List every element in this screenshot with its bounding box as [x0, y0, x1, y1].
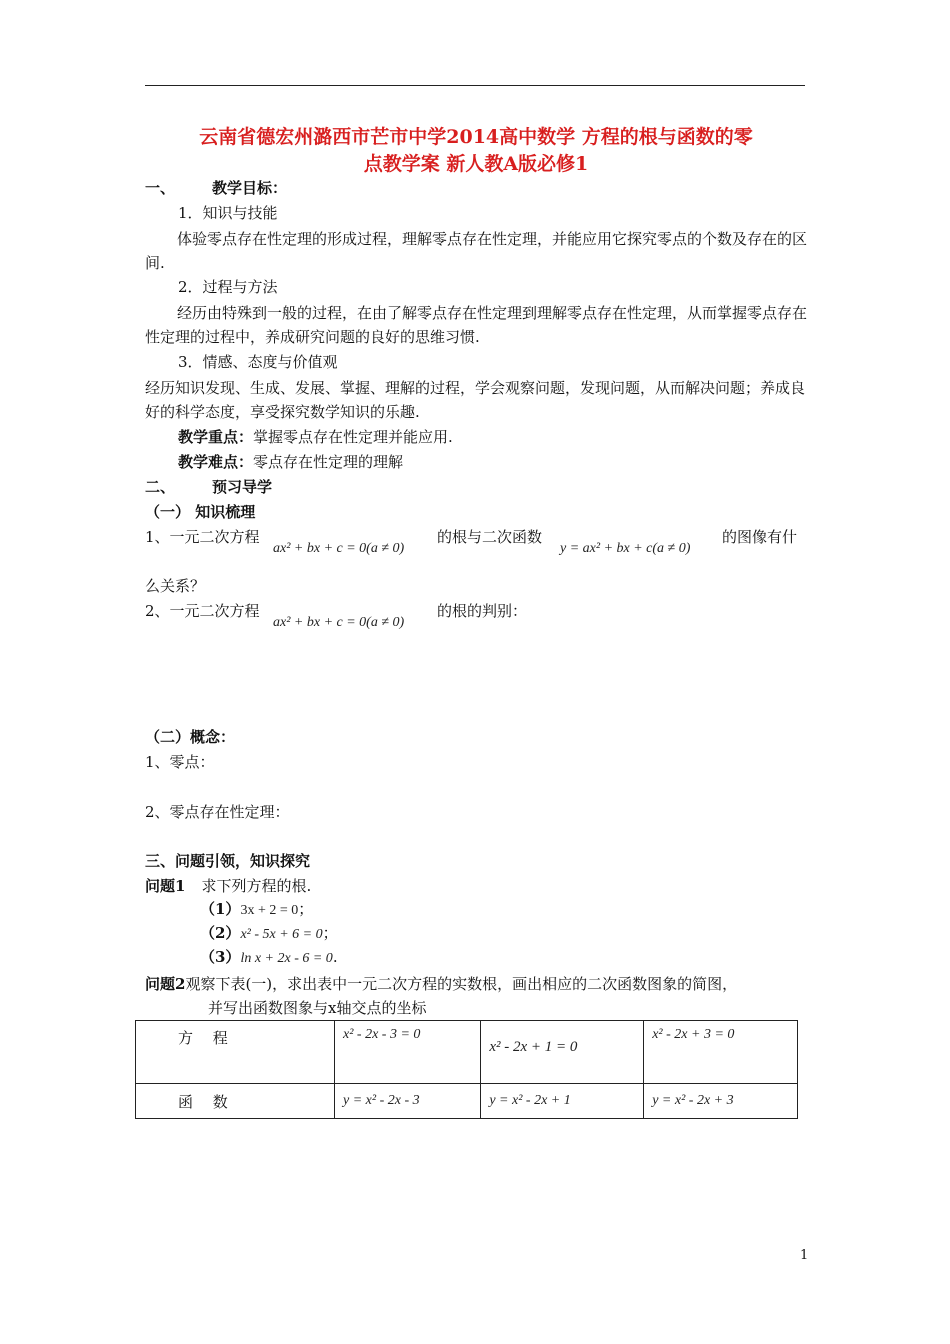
table-row: [136, 1021, 798, 1084]
section3-heading: 三、问题引领，知识探究: [145, 852, 311, 870]
goal2-heading: 2．过程与方法: [178, 278, 278, 296]
problem1: [145, 875, 311, 896]
header-rule: [145, 85, 805, 86]
table-head-function: 函 数: [136, 1084, 335, 1119]
table-head-equation: 方 程: [136, 1021, 335, 1084]
question2-equation: ax² + bx + c = 0(a ≠ 0): [273, 615, 405, 630]
table-cell-fn1: y = x² - 2x - 3: [335, 1084, 481, 1119]
problem2-label: 问题2: [145, 975, 186, 993]
difficult-point-text: 零点存在性定理的理解: [253, 453, 404, 471]
table-cell-fn3: y = x² - 2x + 3: [644, 1084, 798, 1119]
question1-function: y = ax² + bx + c(a ≠ 0): [560, 541, 691, 556]
item2-number: （2）: [200, 924, 241, 942]
problem1-item2: [200, 922, 338, 943]
table-cell-eq1: x² - 2x - 3 = 0: [335, 1021, 481, 1084]
goal1-heading: 1．知识与技能: [178, 204, 278, 222]
question2-prefix: 2、一元二次方程: [145, 602, 260, 620]
goal3-text: 经历知识发现、生成、发展、掌握、理解的过程，学会观察问题，发现问题，从而解决问题；养成良好的科学态度，享受探究数学知识的乐趣.: [145, 379, 806, 421]
subsection-knowledge: （一） 知识梳理: [145, 503, 256, 521]
table-row: [136, 1084, 798, 1119]
item2-end: ；: [322, 924, 338, 942]
item1-equation: 3x + 2 = 0: [240, 903, 299, 918]
question1-suffix: 的图像有什: [722, 528, 798, 546]
problem2-text-line2: 并写出函数图象与x轴交点的坐标: [208, 999, 427, 1017]
section1-number: 一、: [145, 179, 176, 197]
question1-end: 么关系？: [145, 577, 206, 595]
equation-function-table: [135, 1020, 798, 1119]
question1-prefix: 1、一元二次方程: [145, 528, 260, 546]
problem1-item3: [200, 946, 338, 967]
difficult-point-label: 教学难点：: [178, 453, 254, 471]
goal1-text: 体验零点存在性定理的形成过程，理解零点存在性定理，并能应用它探究零点的个数及存在的区间.: [145, 230, 808, 272]
key-point-label: 教学重点：: [178, 428, 254, 446]
goal3-heading: 3．情感、态度与价值观: [178, 353, 338, 371]
section1-heading: 教学目标：: [212, 179, 288, 197]
subsection-concept: （二）概念：: [145, 728, 236, 746]
problem2-text: 观察下表(一)，求出表中一元二次方程的实数根，画出相应的二次函数图象的简图，: [185, 975, 738, 993]
goal2-text: 经历由特殊到一般的过程，在由了解零点存在性定理到理解零点存在性定理，从而掌握零点存在性定理的过程中，养成研究问题的良好的思维习惯.: [145, 304, 808, 346]
item1-number: （1）: [200, 900, 241, 918]
page-number: 1: [800, 1248, 809, 1263]
key-point-text: 掌握零点存在性定理并能应用.: [253, 428, 453, 446]
question1-equation: ax² + bx + c = 0(a ≠ 0): [273, 541, 405, 556]
item3-end: .: [332, 948, 338, 966]
table-cell-eq3: x² - 2x + 3 = 0: [644, 1021, 798, 1084]
concept-zero-point: 1、零点：: [145, 753, 215, 771]
doc-title-line1: 云南省德宏州潞西市芒市中学2014高中数学 方程的根与函数的零: [199, 126, 753, 148]
table-cell-fn2: y = x² - 2x + 1: [481, 1084, 644, 1119]
problem2: [145, 973, 737, 994]
item3-equation: ln x + 2x - 6 = 0: [240, 951, 333, 966]
item2-equation: x² - 5x + 6 = 0: [240, 927, 323, 942]
doc-title-line2: 点教学案 新人教A版必修1: [363, 153, 589, 175]
problem1-item1: [200, 898, 313, 919]
problem1-label: 问题1: [145, 877, 186, 895]
key-point: [178, 426, 453, 447]
concept-zero-theorem: 2、零点存在性定理：: [145, 803, 290, 821]
difficult-point: [178, 451, 403, 472]
section2-heading: 预习导学: [212, 478, 273, 496]
question1-middle: 的根与二次函数: [437, 528, 543, 546]
item3-number: （3）: [200, 948, 241, 966]
problem1-text: 求下列方程的根.: [201, 877, 312, 895]
item1-end: ；: [298, 900, 314, 918]
question2-suffix: 的根的判别：: [437, 602, 528, 620]
section2-number: 二、: [145, 478, 176, 496]
table-cell-eq2: x² - 2x + 1 = 0: [481, 1021, 644, 1084]
